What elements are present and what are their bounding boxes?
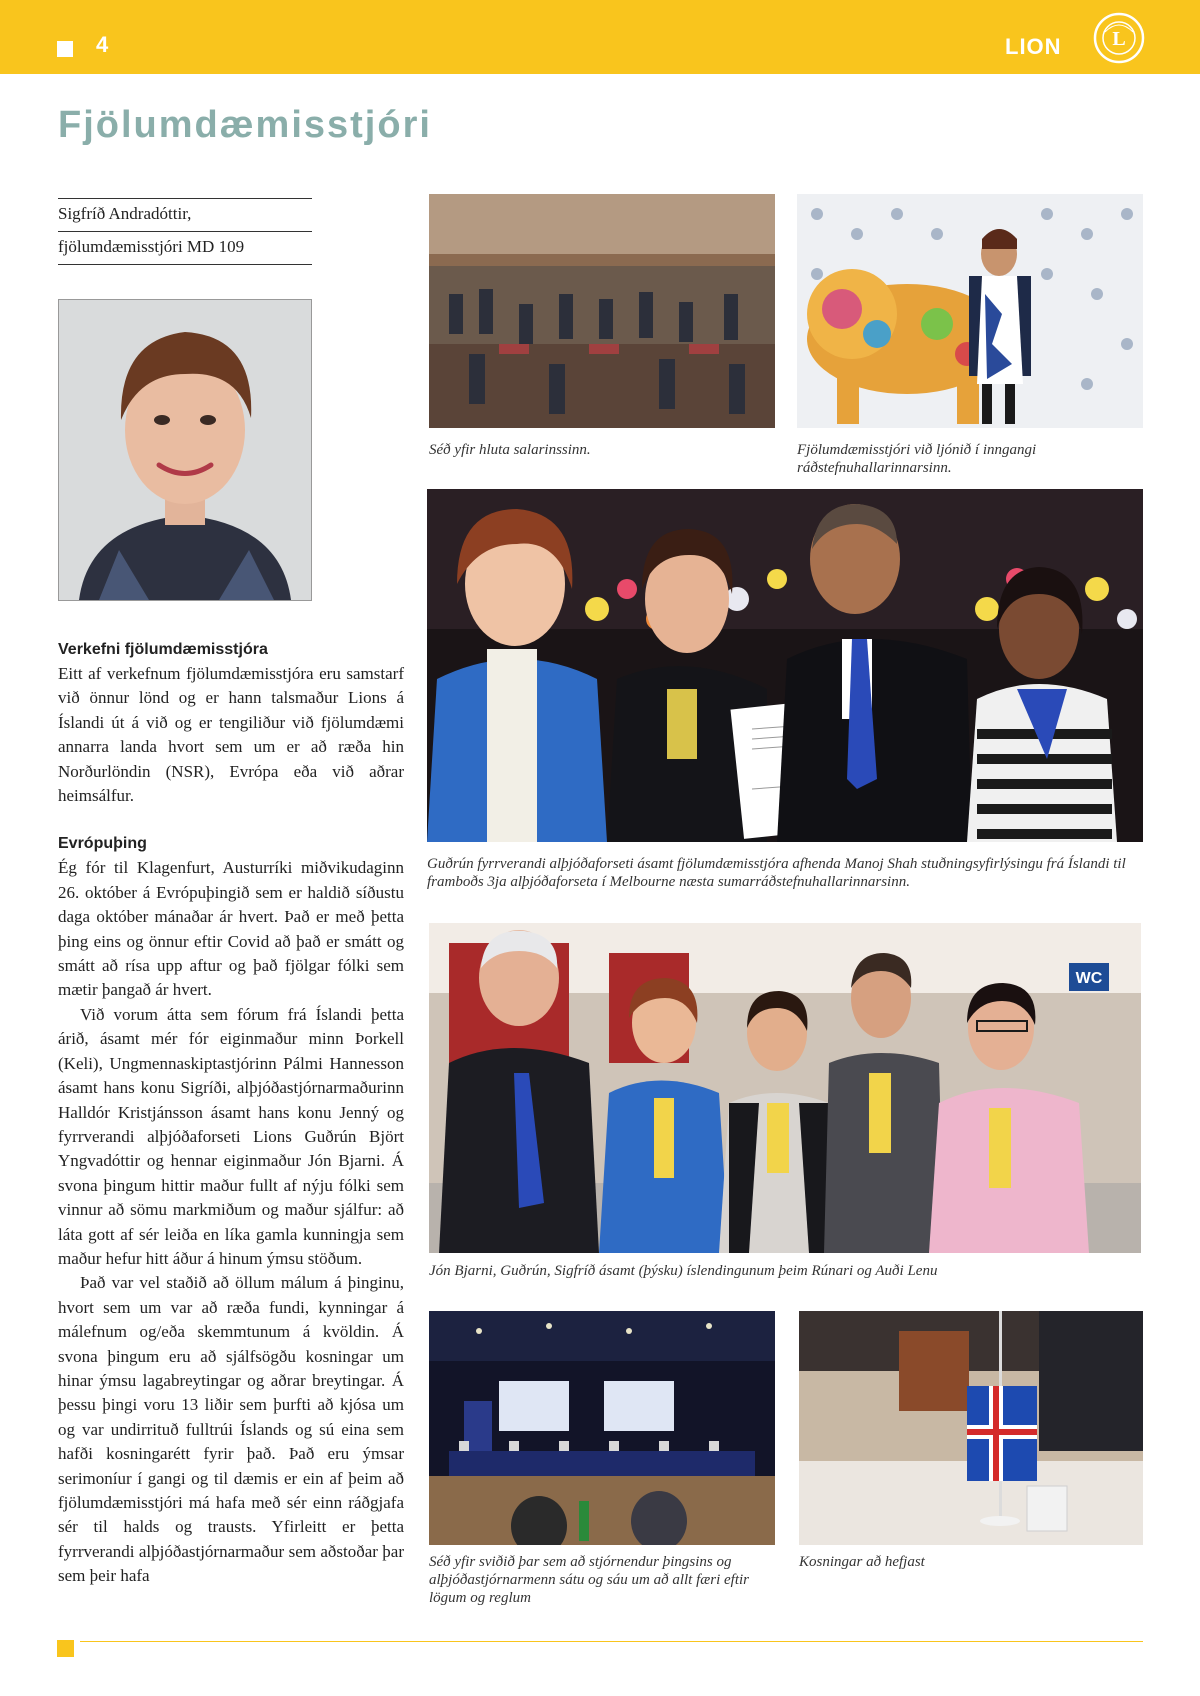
article-body xyxy=(58,638,404,1589)
caption-lion: Fjölumdæmisstjóri við ljónið í inngangi ráðstefnuhallarinnarsinn. xyxy=(797,442,1037,476)
author-name: Sigfríð Andradóttir, xyxy=(58,204,192,223)
footer-divider xyxy=(80,1641,1143,1642)
page-marker-square xyxy=(57,41,73,57)
photo-handover xyxy=(427,489,1143,842)
photo-voting-flag xyxy=(799,1311,1143,1545)
page-number: 4 xyxy=(96,32,109,57)
header-bar xyxy=(0,0,1200,74)
footer-marker-square xyxy=(57,1640,74,1657)
photo-group xyxy=(429,923,1141,1253)
magazine-title: LION xyxy=(1005,34,1062,59)
section-heading: Verkefni fjölumdæmisstjóra xyxy=(58,641,268,658)
caption-group: Jón Bjarni, Guðrún, Sigfríð ásamt (þýsku) íslendingunum þeim Rúnari og Auði Lenu xyxy=(429,1263,938,1279)
caption-hall: Séð yfir hluta salarinssinn. xyxy=(429,442,591,458)
paragraph: Eitt af verkefnum fjölumdæmisstjóra eru samstarf við önnur lönd og er hann talsmaður Lions á Íslandi út á við og er tengiliður við fjölumdæmi annarra landa hvort sem um er að ræða hin Norðurlöndin (NSR), Evrópa eða við aðrar heimsálfur. xyxy=(58,664,404,806)
photo-lion-statue xyxy=(797,194,1143,428)
divider xyxy=(58,264,312,265)
wc-sign: WC xyxy=(1075,970,1103,987)
lions-logo-icon xyxy=(1093,12,1145,64)
photo-stage xyxy=(429,1311,775,1545)
author-role: fjölumdæmisstjóri MD 109 xyxy=(58,237,245,256)
section-heading: Evrópuþing xyxy=(58,835,147,853)
caption-stage: Séð yfir sviðið þar sem að stjórnendur þingsins og alþjóðastjórnarmenn sátu og sáu um að allt færi eftir lögum og reglum xyxy=(429,1554,750,1606)
svg-text:L: L xyxy=(1112,28,1126,50)
author-portrait xyxy=(58,299,312,601)
article-title: Fjölumdæmisstjóri xyxy=(58,104,432,146)
paragraph: Við vorum átta sem fórum frá Íslandi þetta árið, ásamt mér fór eiginmaður minn Þorkell (Keli), Ungmennaskiptastjórinn Pálmi Hannesson ásamt hans konu Sigríði, alþjóðastjórnarmaðurinn Halldór Kristjánsson ásamt hans konu Jenný og fyrrverandi alþjóðaforseti Lions Guðrún Björt Yngvadóttir og hennar eiginmaður Jón Bjarni. Á svona þingum hittir maður fullt af nýju fólki sem vinnur að sömu markmiðum og maður sjálfur: að láta gott af sér leiða en líka gamla kunningja sem maður hefur hitt áður á hinum ýmsu stöðum. xyxy=(58,1004,404,1268)
paragraph: Ég fór til Klagenfurt, Austurríki miðvikudaginn 26. október á Evrópuþingið sem er haldið síðustu daga október mánaðar ár hvert. Það er með þetta þing eins og önnur eftir Covid að það er smátt og smátt að rísa upp aftur og það fjölgar fólki sem mætir þangað ár hvert. xyxy=(58,858,404,1000)
photo-convention-hall xyxy=(429,194,775,428)
paragraph: Það var vel staðið að öllum málum á þinginu, hvort sem um var að ræða fundi, kynningar á málefnum og/eða skemmtunum á kvöldin. Á svona þingum eru að sjálfsögðu kosningar um hinar ýmsu lagabreytingar og aðrar breytingar. Á þessu þingi voru 13 liðir sem þurfti að kjósa um og var undirrituð fulltrúi Íslands og sú eina sem hafði kosningarétt fyrir það. Það eru ýmsar serimoníur í gangi og til dæmis er ein af þeim að fjölumdæmisstjóri má hafa með sér einn ráðgjafa sér til halds og trausts. Yfirleitt er þetta fyrrverandi alþjóðastjórnarmaður sem aðstoðar þar sem þeir hafa xyxy=(58,1273,404,1586)
caption-handover: Guðrún fyrrverandi alþjóðaforseti ásamt fjölumdæmisstjóra afhenda Manoj Shah stuðningsyfirlýsingu frá Íslandi til framboðs 3ja alþjóðaforseta í Melbourne næsta sumarráðstefnuhallarinnarsinn. xyxy=(427,856,1126,890)
byline xyxy=(58,198,312,265)
caption-voting: Kosningar að hefjast xyxy=(799,1554,925,1570)
